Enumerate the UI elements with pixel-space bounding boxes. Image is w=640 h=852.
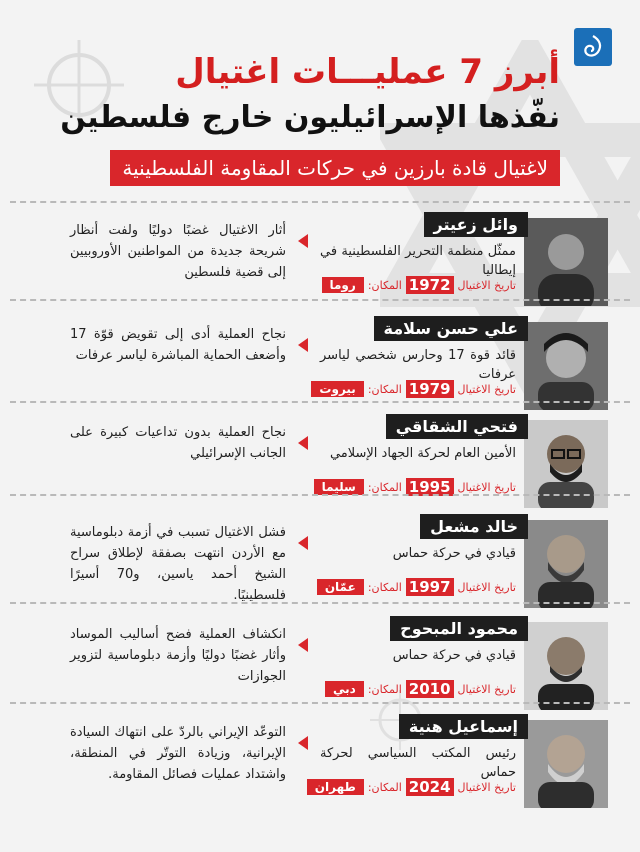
date-label: تاريخ الاغتيال — [457, 780, 516, 794]
divider — [10, 702, 630, 704]
divider — [10, 602, 630, 604]
assassination-meta — [311, 380, 516, 398]
place-badge: سليما — [314, 479, 364, 495]
place-label: المكان: — [367, 780, 402, 794]
year-badge: 1997 — [406, 578, 454, 596]
divider — [10, 401, 630, 403]
divider — [10, 299, 630, 301]
arrow-left-icon — [298, 638, 308, 652]
assassination-meta — [325, 680, 516, 698]
date-label: تاريخ الاغتيال — [457, 382, 516, 396]
arrow-left-icon — [298, 436, 308, 450]
person-name: فتحي الشقاقي — [386, 414, 528, 439]
page-subtitle: نفّذها الإسرائيليون خارج فلسطين — [60, 100, 560, 135]
place-label: المكان: — [367, 382, 402, 396]
impact-text: التوعّد الإيراني بالردّ على انتهاك السيادة الإيرانية، وزيادة التوتّر في المنطقة، واشتداد عمليات فصائل المقاومة. — [70, 725, 286, 782]
impact-text: انكشاف العملية فضح أساليب الموساد وأثار غضبًا دوليًا وأزمة دبلوماسية لتزوير الجوازات — [70, 627, 286, 684]
place-label: المكان: — [367, 278, 402, 292]
person-role: ممثّل منظمة التحرير الفلسطينية في إيطاليا — [320, 244, 516, 278]
list-item — [0, 618, 640, 722]
impact-text: نجاح العملية أدى إلى تقويض قوّة 17 وأضعف الحماية المباشرة لياسر عرفات — [70, 327, 286, 363]
portrait-photo — [524, 720, 608, 808]
arrow-left-icon — [298, 736, 308, 750]
date-label: تاريخ الاغتيال — [457, 580, 516, 594]
arrow-left-icon — [298, 536, 308, 550]
list-item — [0, 716, 640, 820]
place-label: المكان: — [367, 682, 402, 696]
place-badge: طهران — [307, 779, 364, 795]
person-role: رئيس المكتب السياسي لحركة حماس — [320, 746, 516, 780]
portrait-photo — [524, 218, 608, 306]
person-name: علي حسن سلامة — [374, 316, 529, 341]
divider — [10, 494, 630, 496]
year-badge: 2024 — [406, 778, 454, 796]
portrait-photo — [524, 322, 608, 410]
arrow-left-icon — [298, 338, 308, 352]
list-item — [0, 318, 640, 422]
page-title: أبرز 7 عمليـــات اغتيال — [175, 52, 560, 92]
year-badge: 2010 — [406, 680, 454, 698]
date-label: تاريخ الاغتيال — [457, 682, 516, 696]
list-item — [0, 214, 640, 318]
aljazeera-logo — [574, 28, 612, 66]
place-label: المكان: — [367, 580, 402, 594]
assassination-meta — [322, 276, 517, 294]
place-badge: بيروت — [311, 381, 363, 397]
year-badge: 1972 — [406, 276, 454, 294]
place-badge: دبي — [325, 681, 364, 697]
place-badge: روما — [322, 277, 364, 293]
list-item — [0, 516, 640, 620]
date-label: تاريخ الاغتيال — [457, 480, 516, 494]
impact-text: فشل الاغتيال تسبب في أزمة دبلوماسية مع الأردن انتهت بصفقة لإطلاق سراح الشيخ أحمد ياسين، و70 أسيرًا فلسطينيًا. — [70, 525, 286, 603]
assassination-meta — [307, 778, 516, 796]
year-badge: 1995 — [406, 478, 454, 496]
person-name: محمود المبحوح — [390, 616, 528, 641]
arrow-left-icon — [298, 234, 308, 248]
person-role: قيادي في حركة حماس — [392, 546, 516, 561]
person-name: وائل زعيتر — [424, 212, 528, 237]
person-name: خالد مشعل — [420, 514, 528, 539]
portrait-photo — [524, 622, 608, 710]
date-label: تاريخ الاغتيال — [457, 278, 516, 292]
subtitle-banner: لاغتيال قادة بارزين في حركات المقاومة الفلسطينية — [110, 150, 560, 186]
place-label: المكان: — [367, 480, 402, 494]
assassination-meta — [317, 578, 516, 596]
impact-text: أثار الاغتيال غضبًا دوليًا ولفت أنظار شريحة جديدة من المواطنين الأوروبيين إلى قضية فلسطين — [70, 223, 286, 280]
portrait-photo — [524, 520, 608, 608]
person-role: قيادي في حركة حماس — [392, 648, 516, 663]
person-role: الأمين العام لحركة الجهاد الإسلامي — [329, 446, 516, 461]
logo-mark-icon — [580, 34, 606, 60]
list-item — [0, 416, 640, 520]
impact-text: نجاح العملية بدون تداعيات كبيرة على الجانب الإسرائيلي — [70, 425, 286, 461]
person-role: قائد قوة 17 وحارس شخصي لياسر عرفات — [320, 348, 517, 382]
divider — [10, 201, 630, 203]
person-name: إسماعيل هنية — [399, 714, 528, 739]
place-badge: عمّان — [317, 579, 364, 595]
year-badge: 1979 — [406, 380, 454, 398]
